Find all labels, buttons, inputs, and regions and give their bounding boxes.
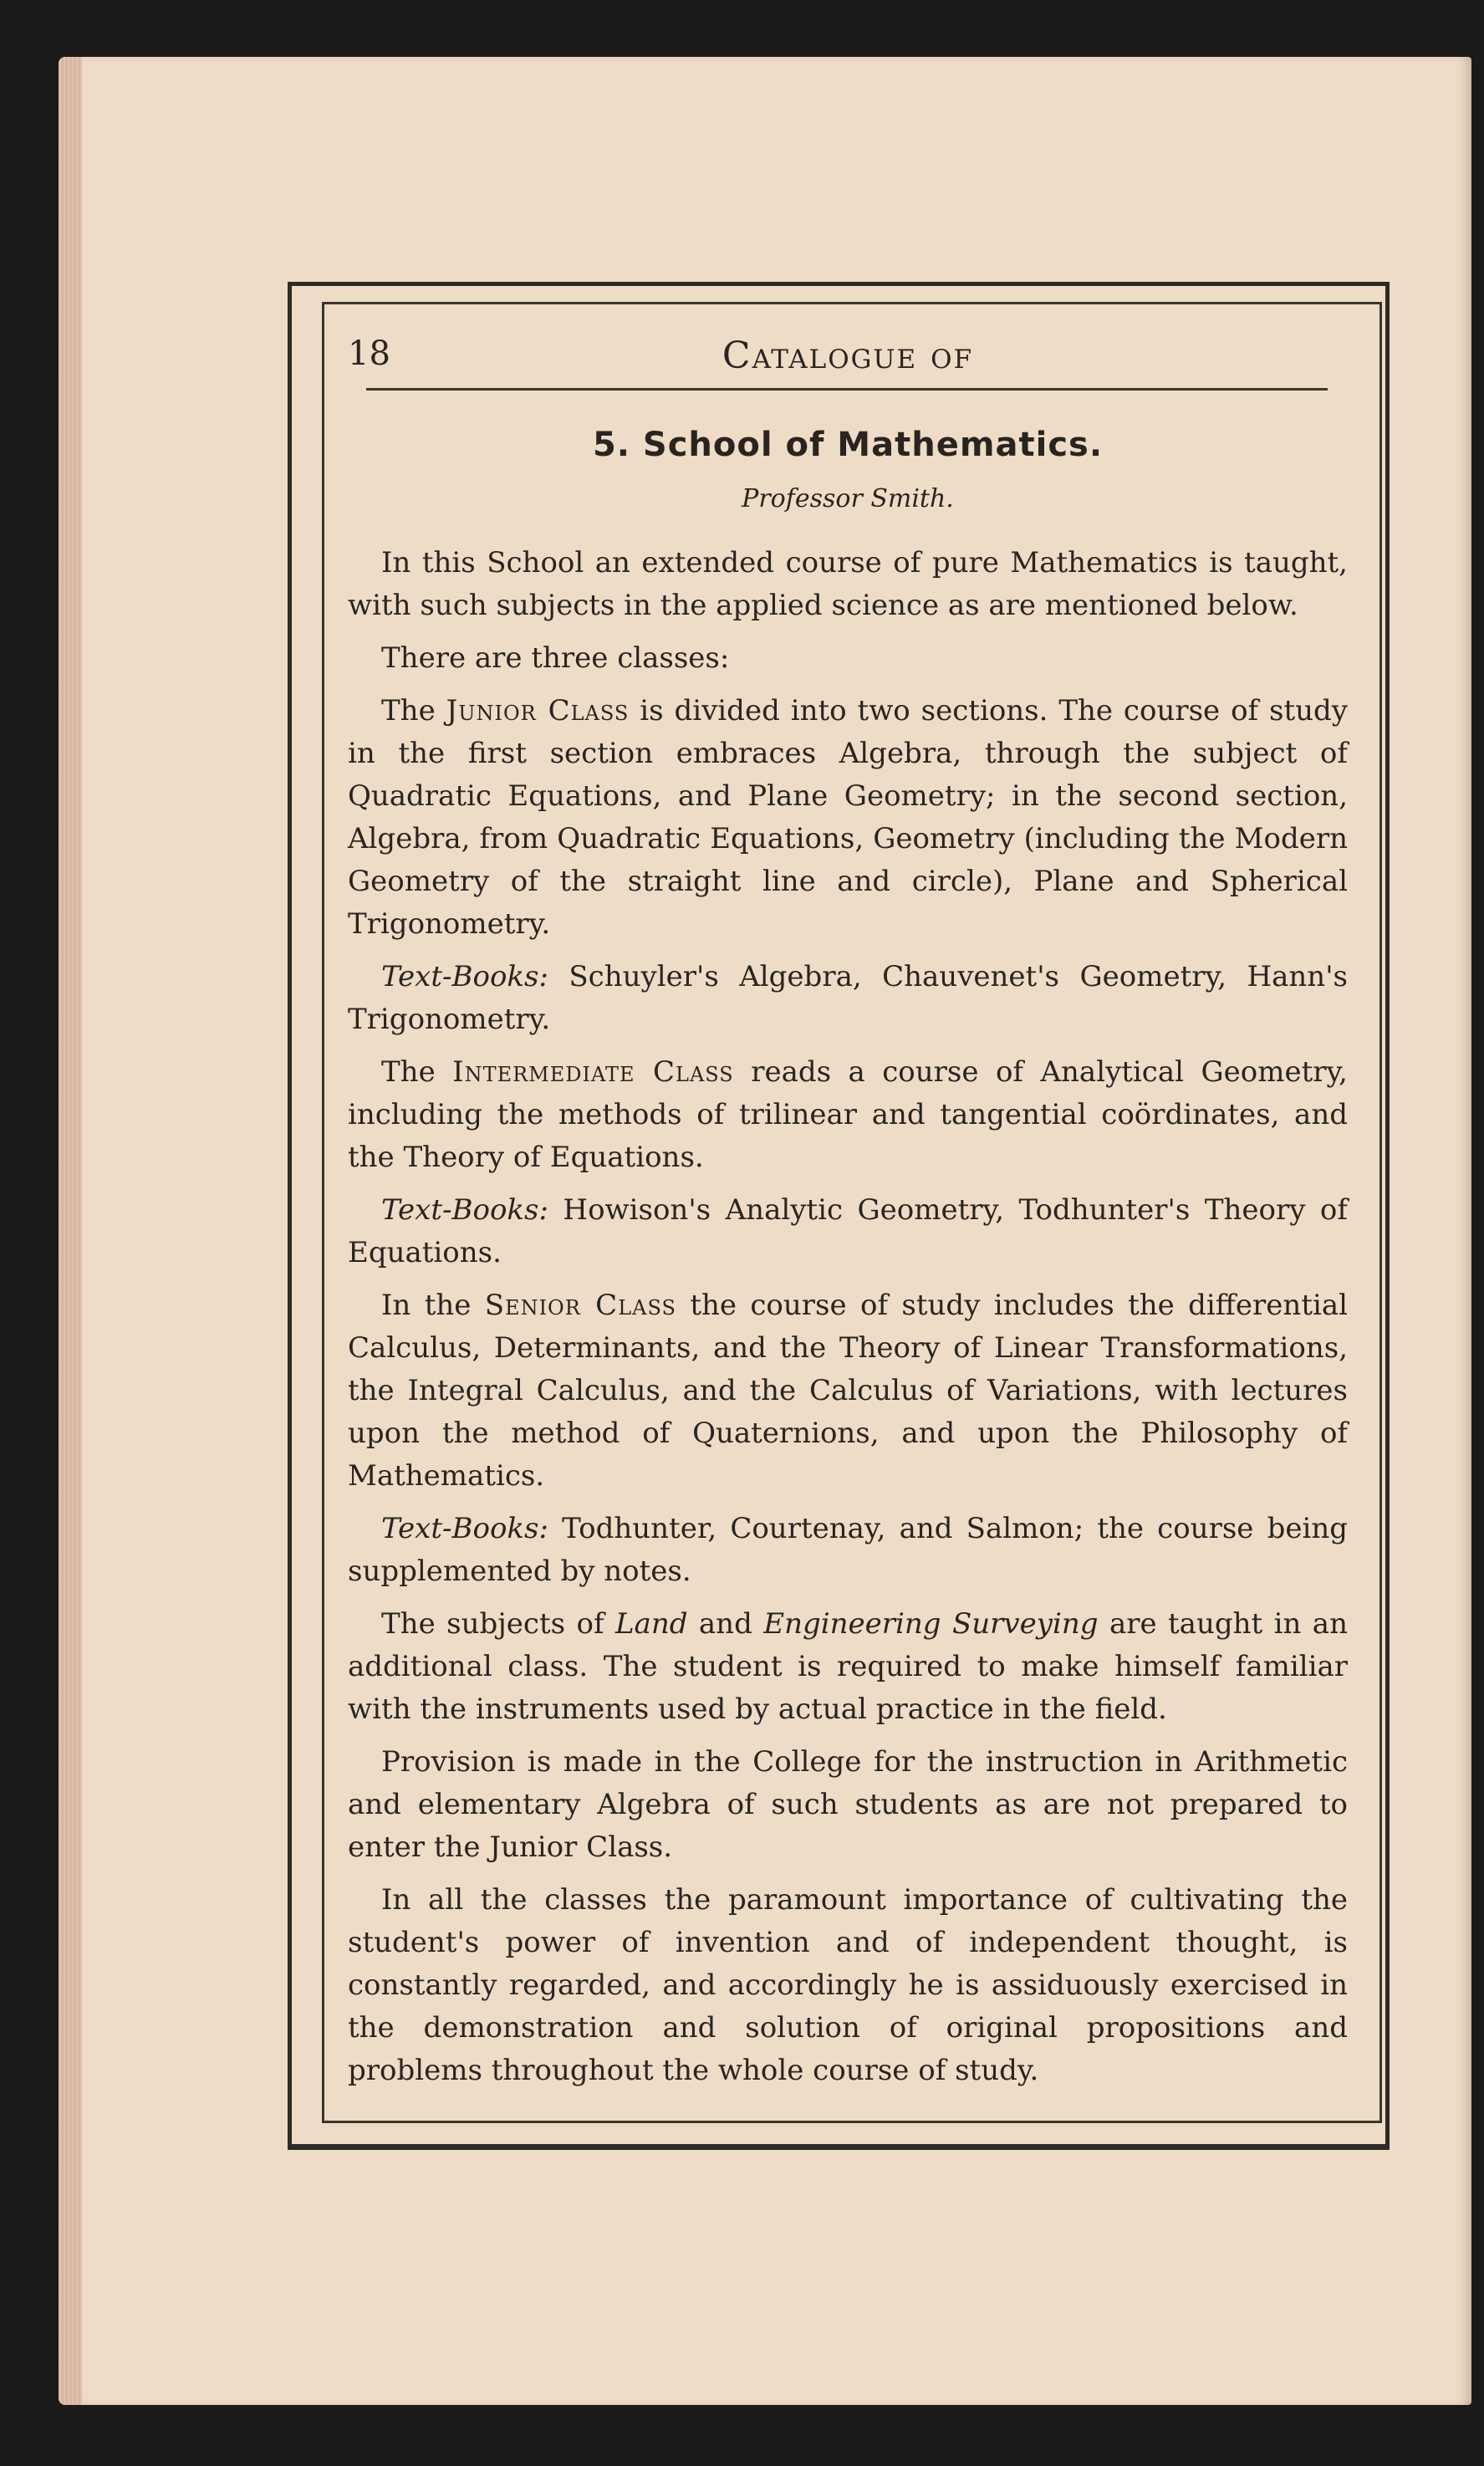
header-rule	[366, 388, 1328, 391]
paragraph-surveying	[348, 1603, 1348, 1731]
subject-engineering-surveying: Engineering Surveying	[763, 1607, 1099, 1641]
page-number: 18	[348, 334, 390, 373]
text-run: and	[687, 1607, 764, 1641]
text-run: is divided into two sections. The course of study in the first section embraces Algebra, through the subject of Quadratic Equations, and Plane Geometry; in the second section, Algebra, from Quadratic Equations, Geometry (including the Modern Geometry of the straight line and circle), Plane and Spherical Trigonometry.	[348, 694, 1348, 941]
paragraph-junior	[348, 690, 1348, 946]
text-run: Schuyler's Algebra, Chauvenet's Geometry, Hann's Trigonometry.	[348, 960, 1348, 1036]
subject-land: Land	[615, 1607, 688, 1641]
paragraph-intro: In this School an extended course of pure Mathematics is taught, with such subjects in the applied science as are mentioned below.	[348, 546, 1348, 622]
page-header	[348, 326, 1348, 388]
class-name-junior: Junior Class	[446, 694, 630, 728]
paragraph-senior-textbooks	[348, 1508, 1348, 1593]
text-run: Howison's Analytic Geometry, Todhunter's Theory of Equations.	[348, 1193, 1348, 1269]
professor-name: Professor Smith.	[742, 484, 954, 513]
body-text	[348, 542, 1348, 2092]
paragraph-classes: There are three classes:	[381, 641, 730, 675]
text-run: In the	[381, 1289, 485, 1322]
section-heading: 5. School of Mathematics.	[592, 426, 1104, 464]
textbooks-label: Text-Books:	[381, 1193, 548, 1227]
class-name-senior: Senior Class	[484, 1289, 676, 1322]
paragraph-intermediate-textbooks	[348, 1189, 1348, 1274]
text-run: the course of study includes the differential Calculus, Determinants, and the Theory of Linear Transformations, the Integral Calculus, and the Calculus of Variations, with lectures upon the method of Quaternions, and upon the Philosophy of Mathematics.	[348, 1289, 1348, 1493]
textbooks-label: Text-Books:	[381, 1512, 548, 1545]
text-run: The	[381, 1055, 453, 1089]
textbooks-label: Text-Books:	[381, 960, 548, 993]
paragraph-senior	[348, 1284, 1348, 1498]
text-run: Todhunter, Courtenay, and Salmon; the course being supplemented by notes.	[348, 1512, 1348, 1588]
text-run: The subjects of	[381, 1607, 615, 1641]
text-run: The	[381, 694, 446, 728]
page-edge	[59, 57, 82, 2405]
page-content	[348, 326, 1348, 2102]
paragraph-junior-textbooks	[348, 956, 1348, 1041]
paragraph-intermediate	[348, 1051, 1348, 1179]
text-run: reads a course of Analytical Geometry, including the methods of trilinear and tangential coördinates, and the Theory of Equations.	[348, 1055, 1348, 1174]
paragraph-invention: In all the classes the paramount importance of cultivating the student's power of invention and of independent thought, is constantly regarded, and accordingly he is assiduously exercised in the demonstration and solution of original propositions and problems throughout the whole course of study.	[348, 1883, 1348, 2087]
class-name-intermediate: Intermediate Class	[452, 1055, 734, 1089]
paragraph-provision: Provision is made in the College for the instruction in Arithmetic and elementary Algebra of such students as are not prepared to enter the Junior Class.	[348, 1745, 1348, 1864]
text-run: are taught in an additional class. The student is required to make himself familiar with the instruments used by actual practice in the field.	[348, 1607, 1348, 1726]
running-title: Catalogue of	[722, 334, 974, 377]
